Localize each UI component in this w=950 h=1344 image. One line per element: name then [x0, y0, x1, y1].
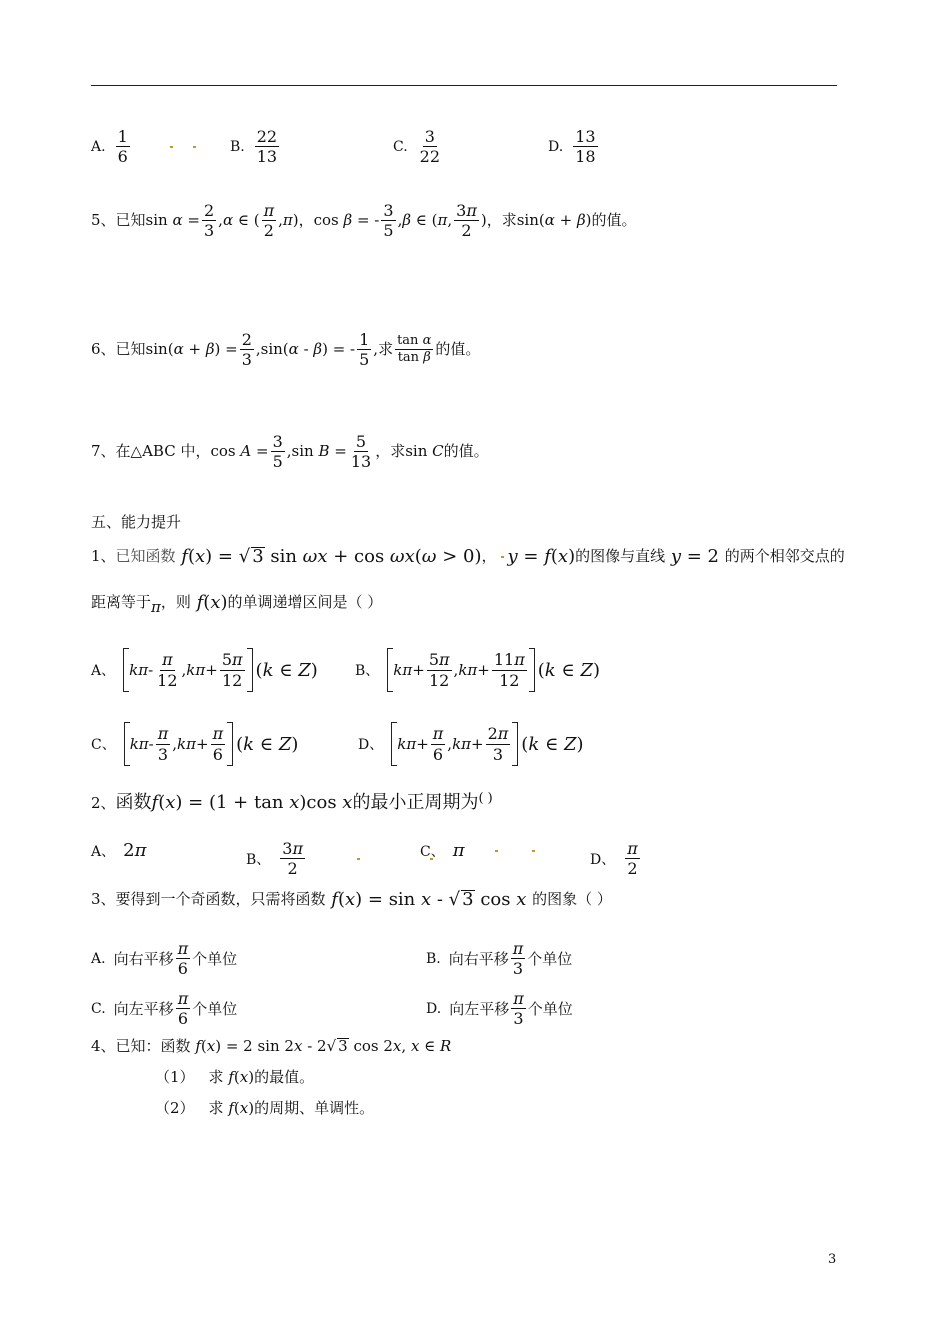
fraction: $\frac{13}{18}$ [575, 127, 596, 167]
q4-option-d [548, 128, 600, 166]
p1-option-a: A、 kπ - $\frac{\pi}{12}$ , kπ + $\frac{5\pi}{12}$ (k ∈ Z) [91, 648, 318, 692]
option-label: D. [548, 138, 564, 155]
fraction: $\frac{1}{6}$ [117, 127, 128, 167]
q4-option-c [393, 128, 444, 166]
option-label: B. [230, 138, 245, 155]
p2-option-d: D、 $\frac{\pi}{2}$ [590, 839, 638, 879]
p1-option-c: C、 kπ - $\frac{\pi}{3}$ , kπ + $\frac{\pi}{6}$ (k ∈ Z) [91, 722, 298, 766]
p2-option-a: A、 2π [91, 840, 147, 861]
option-label: C. [393, 138, 408, 155]
question-7: 7、在△ABC 中， cos A = $\frac{3}{5}$ ,sin B = $\frac{5}{13}$ ，求 sin C 的值。 [91, 432, 489, 472]
option-label: A. [91, 138, 106, 155]
header-rule [91, 85, 837, 86]
p3-option-b: B. 向右平移 $\frac{\pi}{3}$ 个单位 [426, 939, 573, 979]
problem-4: 4、已知：函数 f(x) = 2 sin 2x - 2√ 3 cos 2x, x ∈ R [91, 1036, 452, 1055]
p1-option-b: B、 kπ + $\frac{5\pi}{12}$ , kπ + $\frac{11\pi}{12}$ (k ∈ Z) [355, 648, 600, 692]
problem-4-sub-2: （2） 求 f(x) 的周期、单调性。 [155, 1099, 375, 1117]
question-6: 6、已知 sin(α + β) = $\frac{2}{3}$ ,sin(α - β) = - $\frac{1}{5}$ ,求 $\frac{\text{tan α}}{\text{tan β}}$ 的值。 [91, 330, 481, 370]
fraction: $\frac{3}{22}$ [419, 127, 441, 167]
problem-1-line-1: 1、 已知函数 f(x) = √ 3 sin ωx + cos ωx(ω > 0) ， y = f(x) 的图像与直线 y = 2 的两个相邻交点的 [91, 545, 845, 567]
p2-option-c: C、 π [420, 840, 545, 861]
p3-option-c: C. 向左平移 $\frac{\pi}{6}$ 个单位 [91, 989, 238, 1029]
fraction: $\frac{22}{13}$ [256, 127, 278, 167]
problem-2: 2、 函数 f(x) = (1 + tan x)cos x 的最小正周期为 ( ) [91, 790, 493, 813]
page-number: 3 [828, 1252, 837, 1267]
p2-option-b: B、 $\frac{3\pi}{2}$ [246, 840, 443, 878]
section-title: 五、能力提升 [91, 513, 182, 531]
q4-option-a [91, 128, 206, 166]
p3-option-d: D. 向左平移 $\frac{\pi}{3}$ 个单位 [426, 989, 573, 1029]
problem-4-sub-1: （1） 求 f(x) 的最值。 [155, 1068, 315, 1086]
problem-1-line-2: 距离等于 π ，则 f(x) 的单调递增区间是（ ） [91, 591, 383, 616]
p3-option-a: A. 向右平移 $\frac{\pi}{6}$ 个单位 [91, 939, 238, 979]
problem-3: 3、要得到一个奇函数，只需将函数 f(x) = sin x - √ 3 cos x 的图象（ ） [91, 889, 612, 910]
question-5: 5、已知 sin α = $\frac{2}{3}$ ,α ∈ ( $\frac{\pi}{2}$ ,π) ， cos β = - $\frac{3}{5}$ ,β ∈ (π, $\frac{3\pi}{2}$ ) ，求 sin(α + β) 的值。 [91, 201, 637, 241]
q4-option-b [230, 128, 281, 166]
p1-option-d: D、 kπ + $\frac{\pi}{6}$ , kπ + $\frac{2\pi}{3}$ (k ∈ Z) [358, 722, 584, 766]
